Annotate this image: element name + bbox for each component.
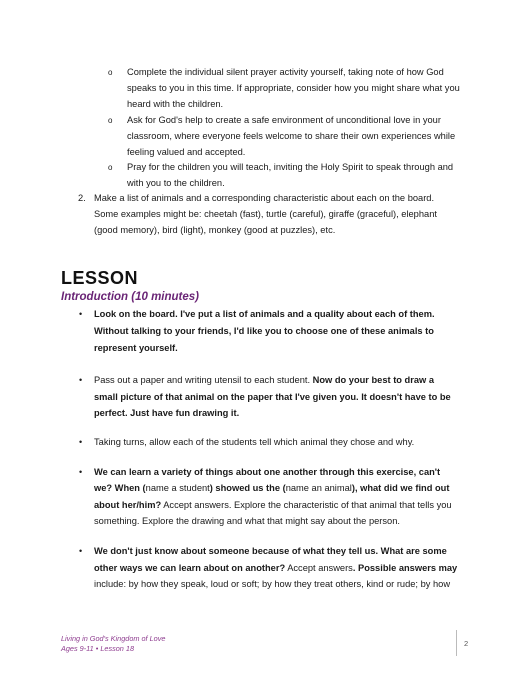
bullet-marker: • bbox=[79, 467, 83, 477]
sub-item-3-line-2: with you to the children. bbox=[127, 178, 225, 188]
bullet-1-line-3: represent yourself. bbox=[94, 343, 178, 353]
bullet-4-text: ), what did we find out bbox=[351, 483, 450, 493]
bullet-2-line-3: perfect. Just have fun drawing it. bbox=[94, 408, 240, 418]
bullet-4-line-2 bbox=[94, 483, 449, 494]
bullet-4-line-1: We can learn a variety of things about one another through this exercise, can't bbox=[94, 467, 441, 477]
footer-title: Living in God's Kingdom of Love bbox=[61, 634, 166, 643]
sub-item-3-line-1: Pray for the children you will teach, inviting the Holy Spirit to speak through and bbox=[127, 162, 454, 172]
sub-item-2-line-1: Ask for God's help to create a safe environment of unconditional love in your bbox=[127, 115, 441, 125]
bullet-5-line-1: We don't just know about someone because of what they tell us. What are some bbox=[94, 546, 447, 556]
sub-item-marker: o bbox=[108, 163, 113, 172]
sub-item-marker: o bbox=[108, 68, 113, 77]
bullet-marker: • bbox=[79, 375, 83, 385]
bullet-5-line-3: include: by how they speak, loud or soft; by how they treat others, kind or rude; by how bbox=[94, 579, 451, 589]
bullet-4-text: we? When ( bbox=[94, 483, 146, 493]
bullet-4-placeholder-student: name a student bbox=[145, 483, 210, 493]
bullet-5-text: . Possible answers may bbox=[352, 563, 458, 573]
bullet-marker: • bbox=[79, 546, 83, 556]
bullet-marker: • bbox=[79, 437, 83, 447]
introduction-heading: Introduction (10 minutes) bbox=[61, 291, 199, 303]
bullet-marker: • bbox=[79, 309, 83, 319]
sub-item-2-line-3: feeling valued and accepted. bbox=[127, 147, 246, 157]
numbered-item-line-3: (good memory), bird (light), monkey (good at puzzles), etc. bbox=[94, 225, 336, 235]
bullet-4-line-4: something. Explore the drawing and what that might say about the person. bbox=[94, 516, 400, 526]
bullet-5-line-2 bbox=[94, 563, 457, 574]
numbered-item-line-1: Make a list of animals and a corresponding characteristic about each on the board. bbox=[94, 193, 435, 203]
sub-item-2-line-2: classroom, where everyone feels welcome to share their own experiences while bbox=[127, 131, 456, 141]
bullet-2-instruction: Pass out a paper and writing utensil to each student. bbox=[94, 375, 313, 385]
sub-item-1-line-3: heard with the children. bbox=[127, 99, 224, 109]
bullet-4-line-3 bbox=[94, 500, 452, 511]
sub-item-1-line-2: speaks to you in this time. If appropriate, consider how you might share what you bbox=[127, 83, 460, 93]
page-number: 2 bbox=[464, 639, 469, 648]
sub-item-1-line-1: Complete the individual silent prayer activity yourself, taking note of how God bbox=[127, 67, 444, 77]
bullet-1-line-2: Without talking to your friends, I'd like you to choose one of these animals to bbox=[94, 326, 434, 336]
bullet-2-script: Now do your best to draw a bbox=[312, 375, 435, 385]
footer-subtitle: Ages 9-11 • Lesson 18 bbox=[61, 644, 135, 653]
bullet-4-instruction: Accept answers. Explore the characteristic of that animal that tells you bbox=[161, 500, 452, 510]
sub-item-marker: o bbox=[108, 116, 113, 125]
bullet-4-text: ) showed us the ( bbox=[209, 483, 286, 493]
bullet-3-line-1: Taking turns, allow each of the students tell which animal they chose and why. bbox=[94, 437, 415, 447]
bullet-5-instruction: Accept answers bbox=[285, 563, 353, 573]
bullet-5-text: other ways we can learn about on another? bbox=[94, 563, 286, 573]
numbered-item-number: 2. bbox=[78, 193, 86, 203]
bullet-2-line-1 bbox=[94, 375, 434, 386]
numbered-item-line-2: Some examples might be: cheetah (fast), turtle (careful), giraffe (graceful), elephant bbox=[94, 209, 437, 219]
bullet-4-placeholder-animal: name an animal bbox=[285, 483, 352, 493]
bullet-2-line-2: small picture of that animal on the paper that I've given you. It doesn't have to be bbox=[94, 392, 451, 402]
bullet-4-text: about her/him? bbox=[94, 500, 162, 510]
bullet-1-line-1: Look on the board. I've put a list of animals and a quality about each of them. bbox=[94, 309, 435, 319]
footer-divider bbox=[456, 630, 457, 656]
lesson-heading: LESSON bbox=[61, 268, 139, 288]
